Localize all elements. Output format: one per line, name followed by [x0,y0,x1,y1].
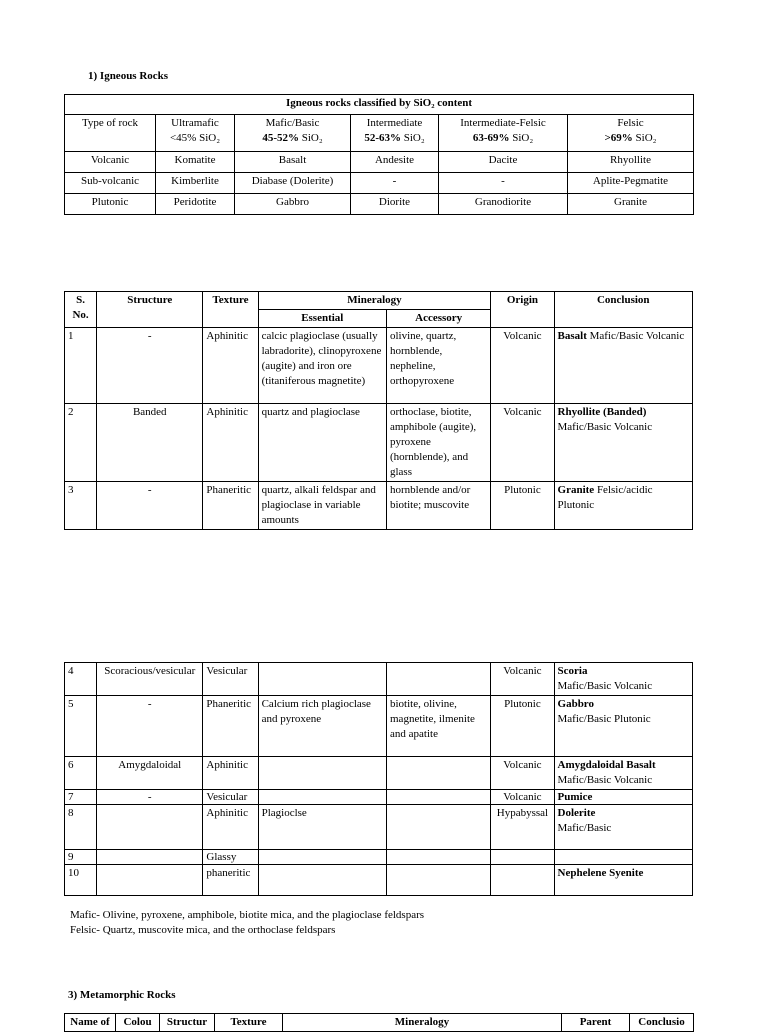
table-cell: Phaneritic [203,482,258,530]
table-title: Igneous rocks classified by SiO₂ content [65,95,694,115]
column-header: Mafic/Basic 45-52% SiO₂ [235,115,351,152]
column-header: Felsic >69% SiO₂ [568,115,694,152]
mafic-note: Mafic- Olivine, pyroxene, amphibole, biotite mica, and the plagioclase feldspars [70,909,425,921]
table-cell [97,850,203,865]
table-cell: Aplite-Pegmatite [568,173,694,194]
table-cell: Komatite [156,152,235,173]
conclusion-header: Conclusion [554,292,692,328]
table-cell: 6 [65,757,97,790]
table-cell: olivine, quartz, hornblende, nepheline, orthopyroxene [386,328,490,404]
table-cell [258,757,386,790]
table-row [65,790,693,805]
table-cell: Diabase (Dolerite) [235,173,351,194]
conclusion-cell: Gabbro Mafic/Basic Plutonic [554,696,692,757]
row-label-header: Type of rock [65,115,156,152]
table-cell: Amygdaloidal [97,757,203,790]
table-cell: Diorite [351,194,439,215]
table-cell: Peridotite [156,194,235,215]
table-cell: Phaneritic [203,696,258,757]
table-row [65,328,693,404]
table-cell [387,663,491,696]
table-cell [387,790,491,805]
table-cell: - [439,173,568,194]
table-cell [387,805,491,850]
table-cell: quartz and plagioclase [258,404,386,482]
table-row [65,482,693,530]
table-cell: 2 [65,404,97,482]
table-cell [387,850,491,865]
table-cell: Volcanic [491,328,554,404]
table-cell: 3 [65,482,97,530]
conclusion-cell: Pumice [554,790,692,805]
conclusion-cell: Granite Felsic/acidic Plutonic [554,482,692,530]
table-cell: 10 [65,865,97,896]
table-cell: Sub-volcanic [65,173,156,194]
table-row [65,865,693,896]
table-cell: - [97,328,203,404]
igneous-classification-table [64,94,694,215]
rock-identification-table-continued [64,662,693,896]
table-row [65,663,693,696]
table-cell: 7 [65,790,97,805]
conclusion-header: Conclusio [630,1014,694,1032]
table-cell: orthoclase, biotite, amphibole (augite), pyroxene (hornblende), and glass [386,404,490,482]
table-row [65,173,694,194]
table-cell: Plagioclse [258,805,386,850]
table-cell: - [97,790,203,805]
sno-header: S. No. [65,292,97,328]
structure-header: Structure [97,292,203,328]
table-cell: Gabbro [235,194,351,215]
essential-header: Essential [258,310,386,328]
conclusion-cell: Dolerite Mafic/Basic [554,805,692,850]
table-cell [258,790,386,805]
table-cell: Glassy [203,850,258,865]
conclusion-cell: Scoria Mafic/Basic Volcanic [554,663,692,696]
header-row [65,115,694,152]
table-cell: Aphinitic [203,805,258,850]
table-cell: - [351,173,439,194]
table-cell: Volcanic [491,757,554,790]
table-cell: Hypabyssal [491,805,554,850]
table-row [65,850,693,865]
conclusion-cell: Amygdaloidal Basalt Mafic/Basic Volcanic [554,757,692,790]
table-cell: Plutonic [491,482,554,530]
table-cell: Plutonic [65,194,156,215]
table-cell: - [97,482,203,530]
table-cell: Granodiorite [439,194,568,215]
metamorphic-table [64,1013,694,1032]
table-cell: Dacite [439,152,568,173]
table-cell: 4 [65,663,97,696]
structure-header: Structur [160,1014,215,1032]
table-cell: Volcanic [491,790,554,805]
table-cell: Basalt [235,152,351,173]
table-cell [387,757,491,790]
table-cell: Aphinitic [203,328,258,404]
table-row [65,696,693,757]
conclusion-cell: Nephelene Syenite [554,865,692,896]
table-cell [97,805,203,850]
table-cell [97,865,203,896]
mineral-notes [70,908,424,938]
table-cell: - [97,696,203,757]
table-cell: Plutonic [491,696,554,757]
table-cell: 5 [65,696,97,757]
table-cell: hornblende and/or biotite; muscovite [386,482,490,530]
table-cell [491,850,554,865]
table-row [65,757,693,790]
table-cell: Aphinitic [203,757,258,790]
table-cell: 9 [65,850,97,865]
origin-header: Origin [491,292,554,328]
table-cell: Vesicular [203,790,258,805]
column-header: Ultramafic <45% SiO₂ [156,115,235,152]
table-cell: phaneritic [203,865,258,896]
table-cell: Granite [568,194,694,215]
table-cell [258,663,386,696]
table-row [65,805,693,850]
mineralogy-header: Mineralogy [283,1014,562,1032]
table-cell: Volcanic [65,152,156,173]
parent-header: Parent [562,1014,630,1032]
table-cell: Volcanic [491,404,554,482]
table-cell: biotite, olivine, magnetite, ilmenite and apatite [387,696,491,757]
column-header: Intermediate-Felsic 63-69% SiO₂ [439,115,568,152]
column-header: Intermediate 52-63% SiO₂ [351,115,439,152]
table-cell: 1 [65,328,97,404]
table-cell: Kimberlite [156,173,235,194]
conclusion-cell: Rhyollite (Banded) Mafic/Basic Volcanic [554,404,692,482]
table-cell: Rhyollite [568,152,694,173]
table-cell: Volcanic [491,663,554,696]
texture-header: Texture [215,1014,283,1032]
accessory-header: Accessory [386,310,490,328]
table-row [65,194,694,215]
table-cell: Calcium rich plagioclase and pyroxene [258,696,386,757]
table-row [65,152,694,173]
felsic-note: Felsic- Quartz, muscovite mica, and the orthoclase feldspars [70,924,336,936]
table-cell: Banded [97,404,203,482]
section-heading-igneous: 1) Igneous Rocks [88,70,169,82]
table-cell: 8 [65,805,97,850]
section-heading-metamorphic: 3) Metamorphic Rocks [68,989,176,1001]
conclusion-cell: Basalt Mafic/Basic Volcanic [554,328,692,404]
colour-header: Colou [116,1014,160,1032]
table-cell [258,850,386,865]
table-cell: Vesicular [203,663,258,696]
table-cell [258,865,386,896]
rock-identification-table [64,291,693,530]
table-cell: calcic plagioclase (usually labradorite), clinopyroxene (augite) and iron ore (titaniferous magnetite) [258,328,386,404]
mineralogy-header: Mineralogy [258,292,491,310]
table-cell: Andesite [351,152,439,173]
table-cell: Scoracious/vesicular [97,663,203,696]
table-row [65,404,693,482]
texture-header: Texture [203,292,258,328]
name-header: Name of [65,1014,116,1032]
table-cell [491,865,554,896]
table-cell: Aphinitic [203,404,258,482]
conclusion-cell [554,850,692,865]
table-cell: quartz, alkali feldspar and plagioclase in variable amounts [258,482,386,530]
table-cell [387,865,491,896]
